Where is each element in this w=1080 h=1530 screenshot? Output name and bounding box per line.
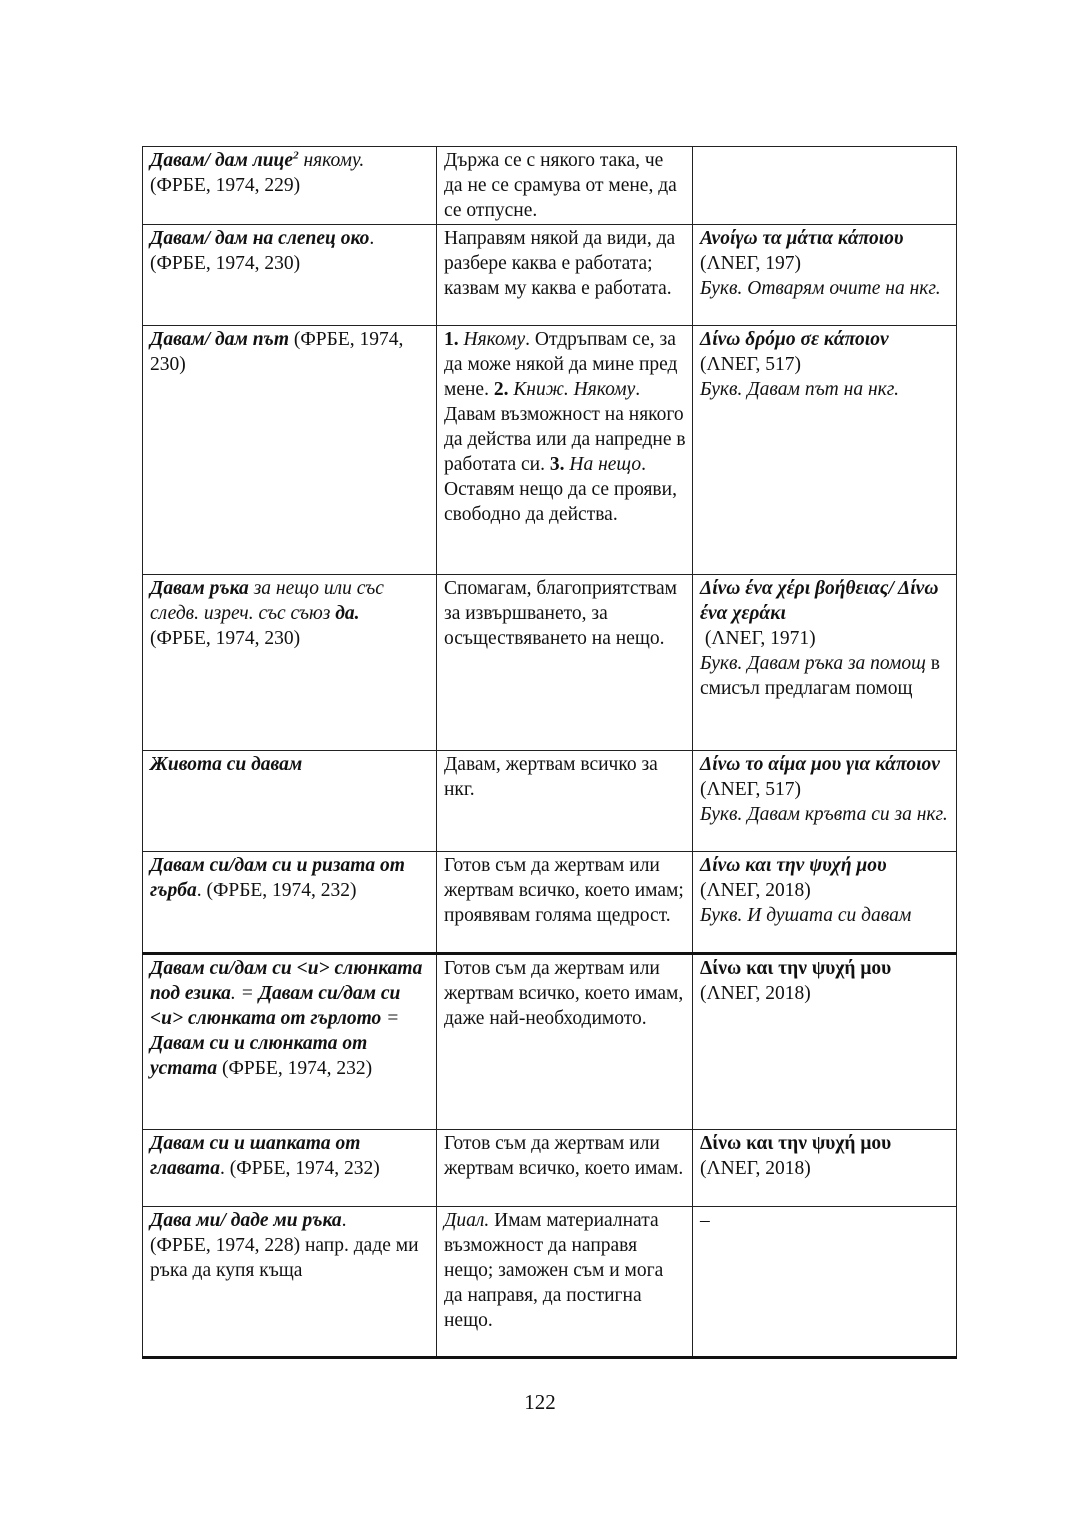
footnote-ref: 2	[293, 149, 299, 162]
greek-phrase: Δίνω και την ψυχή μου	[700, 1133, 892, 1154]
greek-equivalent-cell	[693, 751, 957, 852]
table-row	[143, 575, 957, 751]
bulgarian-phrase-cell	[143, 326, 437, 575]
source: (ФРБЕ, 1974, 230)	[150, 628, 301, 649]
sense-number: 1.	[444, 329, 459, 350]
definition: Готов съм да жертвам или жертвам всичко, което имам.	[444, 1133, 684, 1179]
source: (ФРБЕ, 1974, 232)	[217, 1058, 373, 1079]
greek-phrase: Δίνω ένα χέρι βοήθειας/ Δίνω ένα χεράκι	[700, 578, 939, 624]
phrase: Давам/ дам лице	[150, 150, 294, 171]
greek-phrase: Ανοίγω τα μάτια κάποιου	[700, 228, 904, 249]
sense-number: 2.	[493, 379, 509, 400]
literal-translation: Букв. Отварям очите на нкг.	[700, 278, 941, 299]
source: (ΛΝΕΓ, 517)	[700, 354, 802, 375]
phrase: Живота си давам	[150, 754, 303, 775]
phrase: Давам си и слюнката от устата	[150, 1033, 368, 1079]
source: (ΛΝΕΓ, 517)	[700, 779, 802, 800]
literal-translation: Букв. Давам път на нкг.	[700, 379, 899, 400]
greek-equivalent-cell	[693, 1130, 957, 1207]
bulgarian-phrase-cell	[143, 575, 437, 751]
sense-text: . Отдръпвам се, за да може някой да мине пред мене.	[444, 329, 678, 400]
bulgarian-phrase-cell	[143, 1207, 437, 1358]
definition-cell	[437, 147, 693, 225]
definition-cell	[437, 326, 693, 575]
definition-cell	[437, 1207, 693, 1358]
bulgarian-phrase-cell	[143, 751, 437, 852]
source: (ΛΝΕΓ, 2018)	[700, 880, 811, 901]
source: (ΛΝΕΓ, 2018)	[700, 983, 811, 1004]
definition-cell	[437, 852, 693, 954]
source: (ФРБЕ, 1974, 230)	[150, 253, 301, 274]
definition: Готов съм да жертвам или жертвам всичко, което имам, даже най-необходимото.	[444, 958, 684, 1029]
conjunction: да.	[335, 603, 360, 624]
phrase-dot: .	[369, 228, 375, 249]
table-row	[143, 852, 957, 954]
equals-sign: =	[381, 1008, 400, 1029]
page-number: 122	[524, 1390, 556, 1414]
literal-translation: Букв. Давам кръвта си за нкг.	[700, 804, 948, 825]
sense-label: На нещо	[564, 454, 642, 475]
equals-sign: . =	[230, 983, 259, 1004]
bulgarian-phrase-cell	[143, 954, 437, 1130]
sense-number: 3.	[549, 454, 565, 475]
phrase: Давам/ дам на слепец око	[150, 228, 370, 249]
table-row	[143, 1207, 957, 1358]
phrase: Давам си/дам си <и> слюнката от гърлото	[150, 983, 401, 1029]
register-label: Диал.	[444, 1210, 490, 1231]
definition: Спомагам, благоприятствам за извършването, за осъществяването на нещо.	[444, 578, 677, 649]
definition-cell	[437, 954, 693, 1130]
greek-equivalent-cell	[693, 326, 957, 575]
greek-equivalent-cell	[693, 225, 957, 326]
definition: Държа се с някого така, че да не се срамува от мене, да се отпусне.	[444, 150, 677, 221]
greek-equivalent-cell	[693, 852, 957, 954]
source: (ΛΝΕΓ, 2018)	[700, 1158, 811, 1179]
phrase-dot: .	[196, 880, 202, 901]
definition-cell	[437, 751, 693, 852]
greek-equivalent-cell	[693, 575, 957, 751]
no-equivalent-dash: –	[700, 1210, 710, 1231]
phraseology-table	[142, 146, 957, 1359]
table-row	[143, 147, 957, 225]
definition-cell	[437, 1130, 693, 1207]
bulgarian-phrase-cell	[143, 225, 437, 326]
greek-equivalent-cell	[693, 954, 957, 1130]
source: (ФРБЕ, 1974, 232)	[224, 1158, 380, 1179]
definition: Имам материалната възможност да направя нещо; заможен съм и мога да направя, да постигна нещо.	[444, 1210, 664, 1331]
source: (ФРБЕ, 1974, 229)	[150, 175, 301, 196]
sense-text: . Давам възможност на някого да действа или да напредне в работата си.	[444, 379, 686, 475]
definition-cell	[437, 225, 693, 326]
greek-phrase: Δίνω το αίμα μου για κάποιον	[700, 754, 940, 775]
phrase: Давам ръка	[150, 578, 249, 599]
definition: Готов съм да жертвам или жертвам всичко, което имам; проявявам голяма щедрост.	[444, 855, 684, 926]
bulgarian-phrase-cell	[143, 147, 437, 225]
phrase: Давам/ дам път	[150, 329, 289, 350]
table-row	[143, 225, 957, 326]
bulgarian-phrase-cell	[143, 1130, 437, 1207]
definition-cell	[437, 575, 693, 751]
phrase: Давам си/дам си и ризата от гърба	[150, 855, 405, 901]
greek-equivalent-cell	[693, 147, 957, 225]
greek-equivalent-cell	[693, 1207, 957, 1358]
table-row	[143, 326, 957, 575]
definition: Давам, жертвам всичко за нкг.	[444, 754, 658, 800]
source: (ФРБЕ, 1974, 232)	[201, 880, 357, 901]
literal-note: в смисъл предлагам помощ	[700, 653, 940, 699]
sense-label: Книж. Някому	[508, 379, 636, 400]
table-row	[143, 1130, 957, 1207]
greek-phrase: Δίνω και την ψυχή μου	[700, 958, 892, 979]
phrase: Давам си/дам си <и> слюнката под езика	[150, 958, 423, 1004]
greek-phrase: Δίνω δρόμο σε κάποιον	[700, 329, 889, 350]
phrase-tail: някому.	[298, 150, 365, 171]
bulgarian-phrase-cell	[143, 852, 437, 954]
source: (ФРБЕ, 1974, 230)	[150, 329, 404, 375]
phrase: Давам си и шапката от главата	[150, 1133, 361, 1179]
table-row	[143, 751, 957, 852]
sense-text: . Оставям нещо да се прояви, свободно да действа.	[444, 454, 677, 525]
phrase-dot: .	[219, 1158, 225, 1179]
literal-translation: Букв. И душата си давам	[700, 905, 912, 926]
phrase: Дава ми/ даде ми ръка	[150, 1210, 342, 1231]
usage-note: за нещо или със следв. изреч. със съюз	[150, 578, 384, 624]
greek-phrase: Δίνω και την ψυχή μου	[700, 855, 887, 876]
sense-label: Някому	[458, 329, 526, 350]
table-row	[143, 954, 957, 1130]
literal-translation: Букв. Давам ръка за помощ	[700, 653, 926, 674]
phrase-dot: .	[341, 1210, 347, 1231]
definition: Направям някой да види, да разбере каква е работата; казвам му каква е работата.	[444, 228, 676, 299]
source: (ΛΝΕΓ, 1971)	[704, 628, 816, 649]
source: (ΛΝΕΓ, 197)	[700, 253, 802, 274]
source: (ФРБЕ, 1974, 228) напр. даде ми ръка да купя къща	[150, 1235, 419, 1281]
